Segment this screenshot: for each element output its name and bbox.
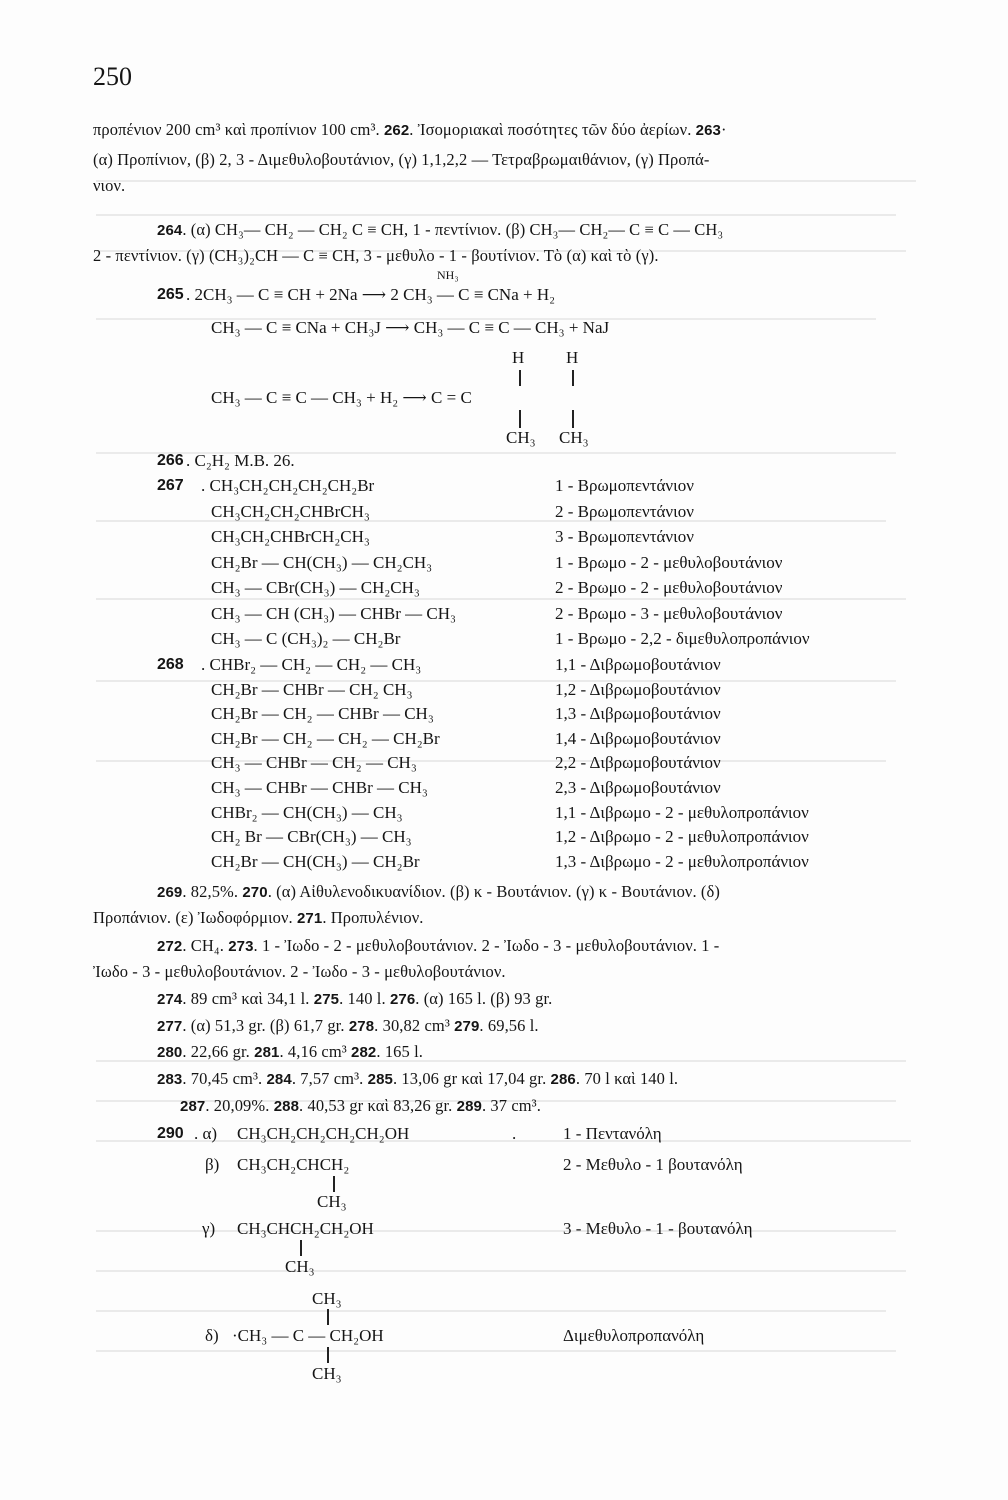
bond-line bbox=[327, 1309, 329, 1325]
compound-name: 2 - Βρωμοπεντάνιον bbox=[555, 501, 694, 521]
item-number: 276 bbox=[389, 991, 416, 1008]
punctuation: . bbox=[512, 1124, 517, 1143]
answer-text: . 89 cm³ καὶ 34,1 l. bbox=[182, 989, 314, 1008]
compound-name: 1,3 - Διβρωμο - 2 - μεθυλοπροπάνιον bbox=[555, 851, 809, 871]
reagent-label: NH₃ bbox=[437, 268, 459, 282]
answer-text: . 165 l. bbox=[376, 1042, 424, 1061]
item-number: 264 bbox=[157, 222, 183, 239]
compound-name: 1 - Βρωμο - 2 - μεθυλοβουτάνιον bbox=[555, 552, 783, 572]
structural-formula: ·CH₃ — C — CH₂OH bbox=[232, 1326, 384, 1345]
text-line: 2 - πεντίνιον. (γ) (CH₃)₂CH — C ≡ CH, 3 - μεθυλο - 1 - βουτίνιον. Τὸ (α) καὶ τὸ (γ). bbox=[93, 246, 659, 265]
answer-text: . Ἰσομοριακαὶ ποσότητες τῶν δύο ἀερίων. bbox=[409, 120, 696, 139]
atom-label: CH₃ bbox=[312, 1289, 342, 1308]
answer-text: . CH₄. bbox=[182, 936, 229, 955]
item-number: 263 bbox=[695, 122, 721, 139]
item-number: 262 bbox=[383, 122, 410, 139]
intro-text: προπένιον 200 cm³ καὶ προπίνιον 100 cm³. bbox=[93, 120, 384, 139]
reaction: . 2CH₃ — C ≡ CH + 2Na ⟶ 2 CH₃ — C ≡ CNa + H₂ bbox=[186, 285, 556, 304]
structural-formula: CH₂Br — CH(CH₃) — CH₂CH₃ bbox=[211, 552, 433, 572]
structural-formula: CH₂Br — CHBr — CH₂ CH₃ bbox=[211, 679, 413, 699]
text-line bbox=[93, 908, 424, 928]
answer-text: . 22,66 gr. bbox=[182, 1042, 255, 1061]
answer-text: . (α) 165 l. (β) 93 gr. bbox=[415, 989, 553, 1008]
structural-formula: CH₂Br — CH₂ — CH₂ — CH₂Br bbox=[211, 728, 440, 748]
item-number: 289 bbox=[456, 1098, 482, 1115]
page-number: 250 bbox=[93, 62, 132, 91]
bond-line bbox=[519, 410, 521, 428]
compound-name: 2,2 - Διβρωμοβουτάνιον bbox=[555, 753, 721, 773]
bond-line bbox=[519, 370, 521, 386]
item-number: 280 bbox=[157, 1044, 183, 1061]
compound-name: 1,4 - Διβρωμοβουτάνιον bbox=[555, 728, 721, 748]
item-number: 277 bbox=[157, 1018, 183, 1035]
answer-text: . 40,53 gr καὶ 83,26 gr. bbox=[299, 1096, 457, 1115]
item-number: 268 bbox=[157, 656, 184, 673]
structural-formula: CH₃CH₂CH₂CHBrCH₃ bbox=[211, 501, 370, 521]
answer-text: . 20,09%. bbox=[205, 1096, 274, 1115]
item-number: 265 bbox=[157, 286, 184, 303]
structural-formula: CH₃CH₂CHBrCH₂CH₃ bbox=[211, 527, 370, 546]
answer-text: . 7,57 cm³. bbox=[291, 1069, 368, 1088]
answer-text: . 4,16 cm³ bbox=[279, 1042, 352, 1061]
item-number: 269 bbox=[157, 884, 183, 901]
bond-line bbox=[327, 1347, 329, 1363]
compound-name: 2 - Μεθυλο - 1 βουτανόλη bbox=[563, 1155, 743, 1174]
answer-text: Προπάνιον. (ε) Ἰωδοφόρμιον. bbox=[93, 908, 297, 927]
bond-line bbox=[572, 410, 574, 428]
item-number: 282 bbox=[351, 1044, 377, 1061]
structural-formula: CH₃ — CH (CH₃) — CHBr — CH₃ bbox=[211, 603, 456, 623]
atom-label: CH₃ bbox=[317, 1192, 347, 1211]
answer-text: . 82,5%. bbox=[182, 882, 243, 901]
item-number: 286 bbox=[550, 1071, 576, 1088]
answer-text: . 70,45 cm³. bbox=[182, 1069, 267, 1088]
compound-name: 1,2 - Διβρωμο - 2 - μεθυλοπροπάνιον bbox=[555, 827, 809, 847]
item-number: 266 bbox=[157, 452, 184, 469]
structural-formula: CH₃CH₂CHCH₂ bbox=[237, 1155, 350, 1174]
answer-text: . C₂H₂ M.B. 26. bbox=[186, 451, 295, 470]
structural-formula: . CH₃CH₂CH₂CH₂CH₂Br bbox=[201, 476, 375, 495]
item-number: 288 bbox=[273, 1098, 300, 1115]
structural-formula: CH₃CH₂CH₂CH₂CH₂OH bbox=[237, 1124, 410, 1143]
item-number: 270 bbox=[242, 884, 268, 901]
atom-label: CH₃ bbox=[559, 428, 589, 447]
atom-label: CH₃ bbox=[285, 1257, 315, 1276]
bond-line bbox=[300, 1240, 302, 1256]
answer-text: . 70 l καὶ 140 l. bbox=[575, 1069, 679, 1088]
item-number: 281 bbox=[254, 1044, 280, 1061]
item-number: 283 bbox=[157, 1071, 183, 1088]
compound-name: 1,2 - Διβρωμοβουτάνιον bbox=[555, 679, 721, 699]
atom-label: H bbox=[512, 348, 525, 367]
option-label: β) bbox=[205, 1155, 220, 1174]
answers-line bbox=[157, 989, 552, 1009]
compound-name: 3 - Μεθυλο - 1 - βουτανόλη bbox=[563, 1219, 753, 1238]
structural-formula: CHBr₂ — CH(CH₃) — CH₃ bbox=[211, 802, 403, 822]
structural-formula: CH₃ — CHBr — CHBr — CH₃ bbox=[211, 778, 428, 797]
compound-name: 2,3 - Διβρωμοβουτάνιον bbox=[555, 778, 721, 797]
answer-text: . (α) Αἰθυλενοδικυανίδιον. (β) κ - Βουτάνιον. (γ) κ - Βουτάνιον. (δ) bbox=[267, 882, 720, 901]
item-number: 273 bbox=[228, 938, 254, 955]
answer-text: . 30,82 cm³ bbox=[374, 1016, 455, 1035]
reaction: CH₃ — C ≡ CNa + CH₃J ⟶ CH₃ — C ≡ C — CH₃ + NaJ bbox=[211, 318, 610, 337]
answer-text: . 140 l. bbox=[339, 989, 390, 1008]
answer-text: . 69,56 l. bbox=[479, 1016, 539, 1035]
text-line: Ἰωδο - 3 - μεθυλοβουτάνιον. 2 - Ἰωδο - 3 - μεθυλοβουτάνιον. bbox=[93, 962, 506, 981]
item-number: 279 bbox=[454, 1018, 480, 1035]
option-label: δ) bbox=[205, 1326, 219, 1345]
atom-label: CH₃ bbox=[506, 428, 536, 447]
structural-formula: CH₃ — C (CH₃)₂ — CH₂Br bbox=[211, 629, 401, 648]
compound-name: 1,3 - Διβρωμοβουτάνιον bbox=[555, 704, 721, 724]
item-269 bbox=[157, 882, 720, 902]
compound-name: 1 - Βρωμο - 2,2 - διμεθυλοπροπάνιον bbox=[555, 629, 810, 648]
answers-line bbox=[180, 1096, 541, 1116]
item-number: 275 bbox=[313, 991, 340, 1008]
structural-formula: CH₃ — CHBr — CH₂ — CH₃ bbox=[211, 753, 417, 773]
option-label: . α) bbox=[194, 1124, 218, 1143]
item-272 bbox=[157, 936, 719, 956]
item-number: 287 bbox=[180, 1098, 206, 1115]
answers-line bbox=[157, 1016, 539, 1036]
structural-formula: CH₂ Br — CBr(CH₃) — CH₃ bbox=[211, 827, 412, 847]
compound-name: 3 - Βρωμοπεντάνιον bbox=[555, 527, 694, 546]
answer-text: . Προπυλένιον. bbox=[322, 908, 424, 927]
answer-text: . 1 - Ἰωδο - 2 - μεθυλοβουτάνιον. 2 - Ἰωδο - 3 - μεθυλοβουτάνιον. 1 - bbox=[253, 936, 720, 955]
answer-text: . (α) CH₃— CH₂ — CH₂ C ≡ CH, 1 - πεντίνιον. (β) CH₃— CH₂— C ≡ C — CH₃ bbox=[182, 220, 724, 239]
answer-text: . (α) 51,3 gr. (β) 61,7 gr. bbox=[182, 1016, 349, 1035]
atom-label: CH₃ bbox=[312, 1364, 342, 1383]
structural-formula: CH₂Br — CH(CH₃) — CH₂Br bbox=[211, 851, 420, 871]
compound-name: 1 - Πεντανόλη bbox=[563, 1124, 662, 1143]
item-264 bbox=[157, 220, 723, 240]
text-line: προπένιον 200 cm³ καὶ προπίνιον 100 cm³. 262. Ἰσομοριακαὶ ποσότητες τῶν δύο ἀερίων. 263· bbox=[93, 120, 727, 139]
item-number: 290 bbox=[157, 1125, 184, 1142]
text-line: νιον. bbox=[93, 176, 126, 195]
answers-line bbox=[157, 1042, 423, 1062]
item-number: 284 bbox=[266, 1071, 292, 1088]
compound-name: 2 - Βρωμο - 2 - μεθυλοβουτάνιον bbox=[555, 578, 783, 597]
compound-name: Διμεθυλοπροπανόλη bbox=[563, 1326, 705, 1345]
structural-formula: CH₃CHCH₂CH₂OH bbox=[237, 1219, 374, 1238]
compound-name: 1,1 - Διβρωμο - 2 - μεθυλοπροπάνιον bbox=[555, 802, 809, 822]
compound-name: 1,1 - Διβρωμοβουτάνιον bbox=[555, 655, 721, 674]
structural-formula: CH₂Br — CH₂ — CHBr — CH₃ bbox=[211, 704, 434, 724]
item-number: 274 bbox=[157, 991, 183, 1008]
compound-name: 1 - Βρωμοπεντάνιον bbox=[555, 476, 694, 495]
answer-text: . 37 cm³. bbox=[481, 1096, 541, 1115]
answers-line bbox=[157, 1069, 678, 1089]
structural-formula: CH₃ — CBr(CH₃) — CH₂CH₃ bbox=[211, 578, 420, 597]
item-number: 285 bbox=[367, 1071, 393, 1088]
reaction: CH₃ — C ≡ C — CH₃ + H₂ ⟶ C = C bbox=[211, 388, 472, 407]
bond-line bbox=[333, 1176, 335, 1192]
bond-line bbox=[572, 370, 574, 386]
item-number: 271 bbox=[296, 910, 323, 927]
item-number: 267 bbox=[157, 477, 184, 494]
item-number: 278 bbox=[348, 1018, 375, 1035]
text-line: (α) Προπίνιον, (β) 2, 3 - Διμεθυλοβουτάνιον, (γ) 1,1,2,2 — Τετραβρωμαιθάνιον, (γ) Προπά- bbox=[93, 150, 710, 169]
option-label: γ) bbox=[202, 1219, 216, 1238]
structural-formula: . CHBr₂ — CH₂ — CH₂ — CH₃ bbox=[201, 655, 422, 674]
item-number: 272 bbox=[157, 938, 183, 955]
compound-name: 2 - Βρωμο - 3 - μεθυλοβουτάνιον bbox=[555, 603, 783, 623]
answer-text: . 13,06 gr καὶ 17,04 gr. bbox=[392, 1069, 551, 1088]
atom-label: H bbox=[566, 348, 579, 367]
